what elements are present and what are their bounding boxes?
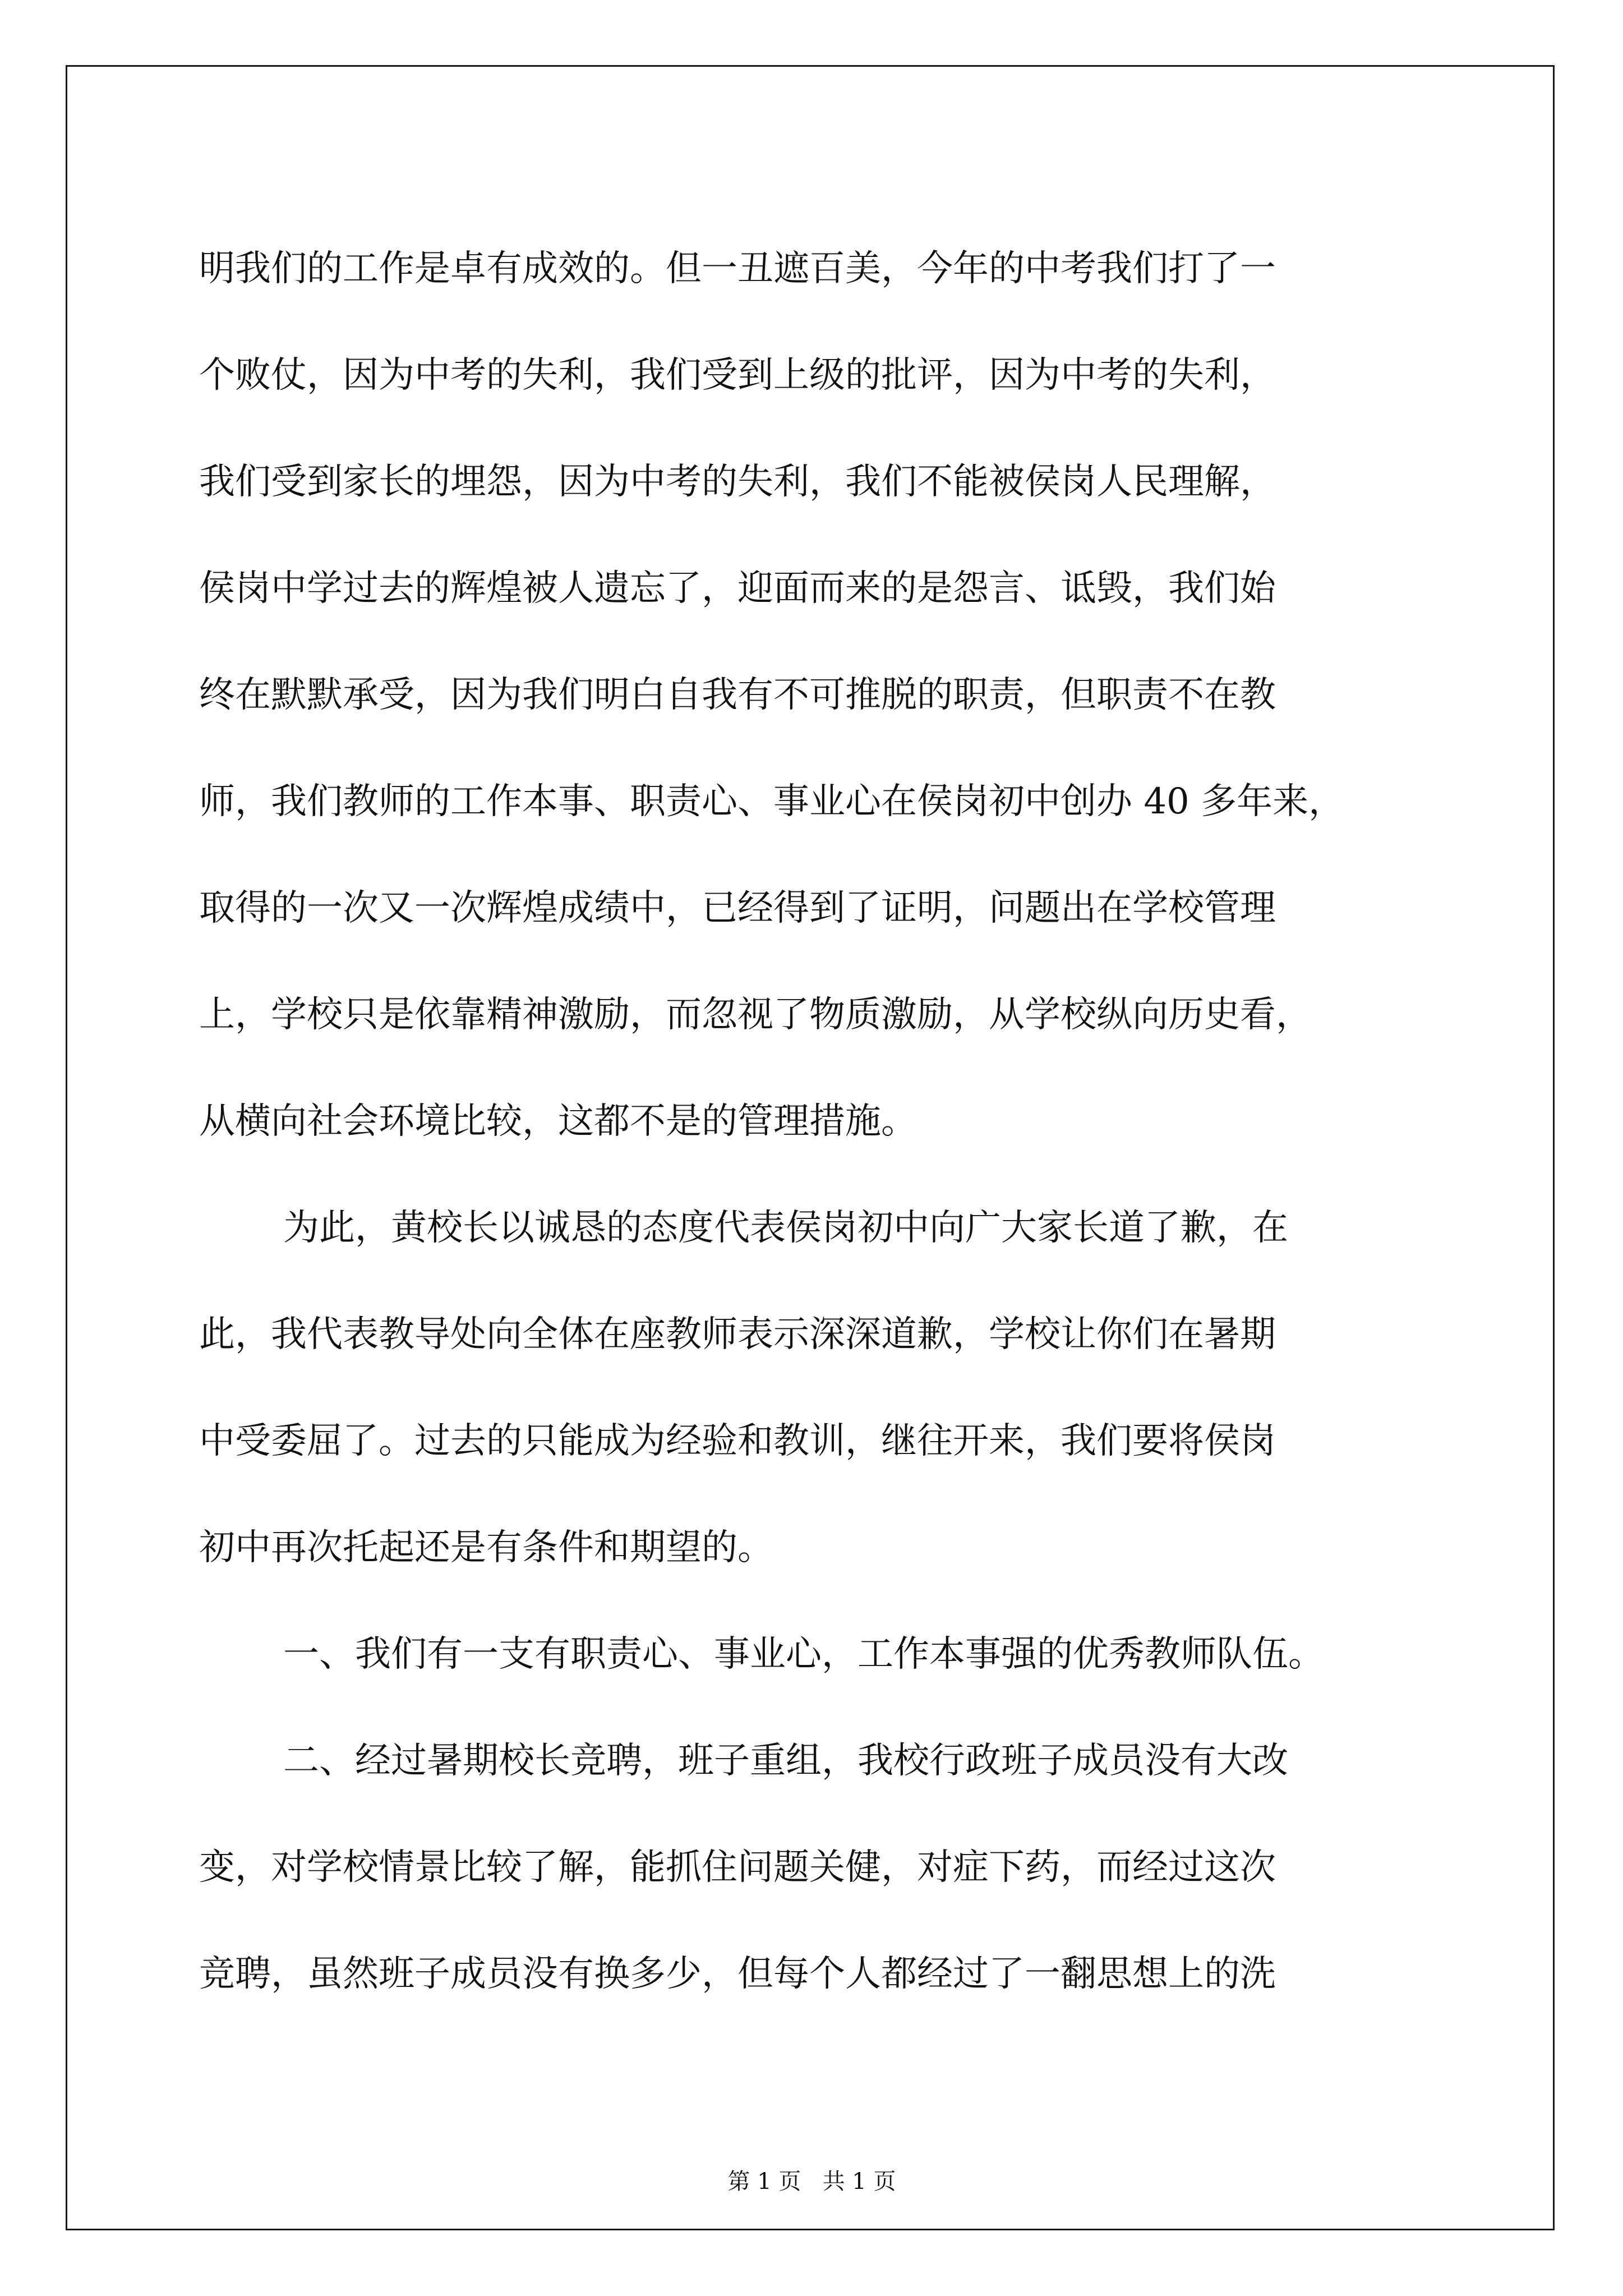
paragraph-line: 变，对学校情景比较了解，能抓住问题关健，对症下药，而经过这次 — [199, 1847, 1276, 1888]
paragraph-line: 取得的一次又一次辉煌成绩中，已经得到了证明，问题出在学校管理 — [199, 887, 1276, 929]
paragraph-line: 师，我们教师的工作本事、职责心、事业心在侯岗初中创办 40 多年来， — [199, 781, 1345, 822]
paragraph-line: 中受委屈了。过去的只能成为经验和教训，继往开来，我们要将侯岗 — [199, 1420, 1276, 1462]
page-footer: 第 1 页 共 1 页 — [727, 2169, 896, 2194]
paragraph-line: 终在默默承受，因为我们明白自我有不可推脱的职责，但职责不在教 — [199, 674, 1276, 716]
paragraph-line: 个败仗，因为中考的失利，我们受到上级的批评，因为中考的失利， — [199, 355, 1276, 396]
paragraph-line: 初中再次托起还是有条件和期望的。 — [199, 1527, 773, 1568]
paragraph-line: 竞聘，虽然班子成员没有换多少，但每个人都经过了一翻思想上的洗 — [199, 1953, 1276, 1995]
paragraph-line: 此，我代表教导处向全体在座教师表示深深道歉，学校让你们在暑期 — [199, 1314, 1276, 1355]
paragraph-line: 明我们的工作是卓有成效的。但一丑遮百美，今年的中考我们打了一 — [199, 248, 1276, 289]
paragraph-line: 一、我们有一支有职责心、事业心，工作本事强的优秀教师队伍。 — [283, 1634, 1324, 1675]
paragraph-line: 为此，黄校长以诚恳的态度代表侯岗初中向广大家长道了歉，在 — [283, 1207, 1288, 1249]
paragraph-line: 二、经过暑期校长竞聘，班子重组，我校行政班子成员没有大改 — [283, 1740, 1288, 1782]
paragraph-line: 侯岗中学过去的辉煌被人遗忘了，迎面而来的是怨言、诋毁，我们始 — [199, 568, 1276, 609]
paragraph-line: 从横向社会环境比较，这都不是的管理措施。 — [199, 1101, 917, 1142]
paragraph-line: 上，学校只是依靠精神激励，而忽视了物质激励，从学校纵向历史看， — [199, 994, 1312, 1036]
page-frame — [66, 65, 1555, 2230]
paragraph-line: 我们受到家长的埋怨，因为中考的失利，我们不能被侯岗人民理解， — [199, 461, 1276, 503]
